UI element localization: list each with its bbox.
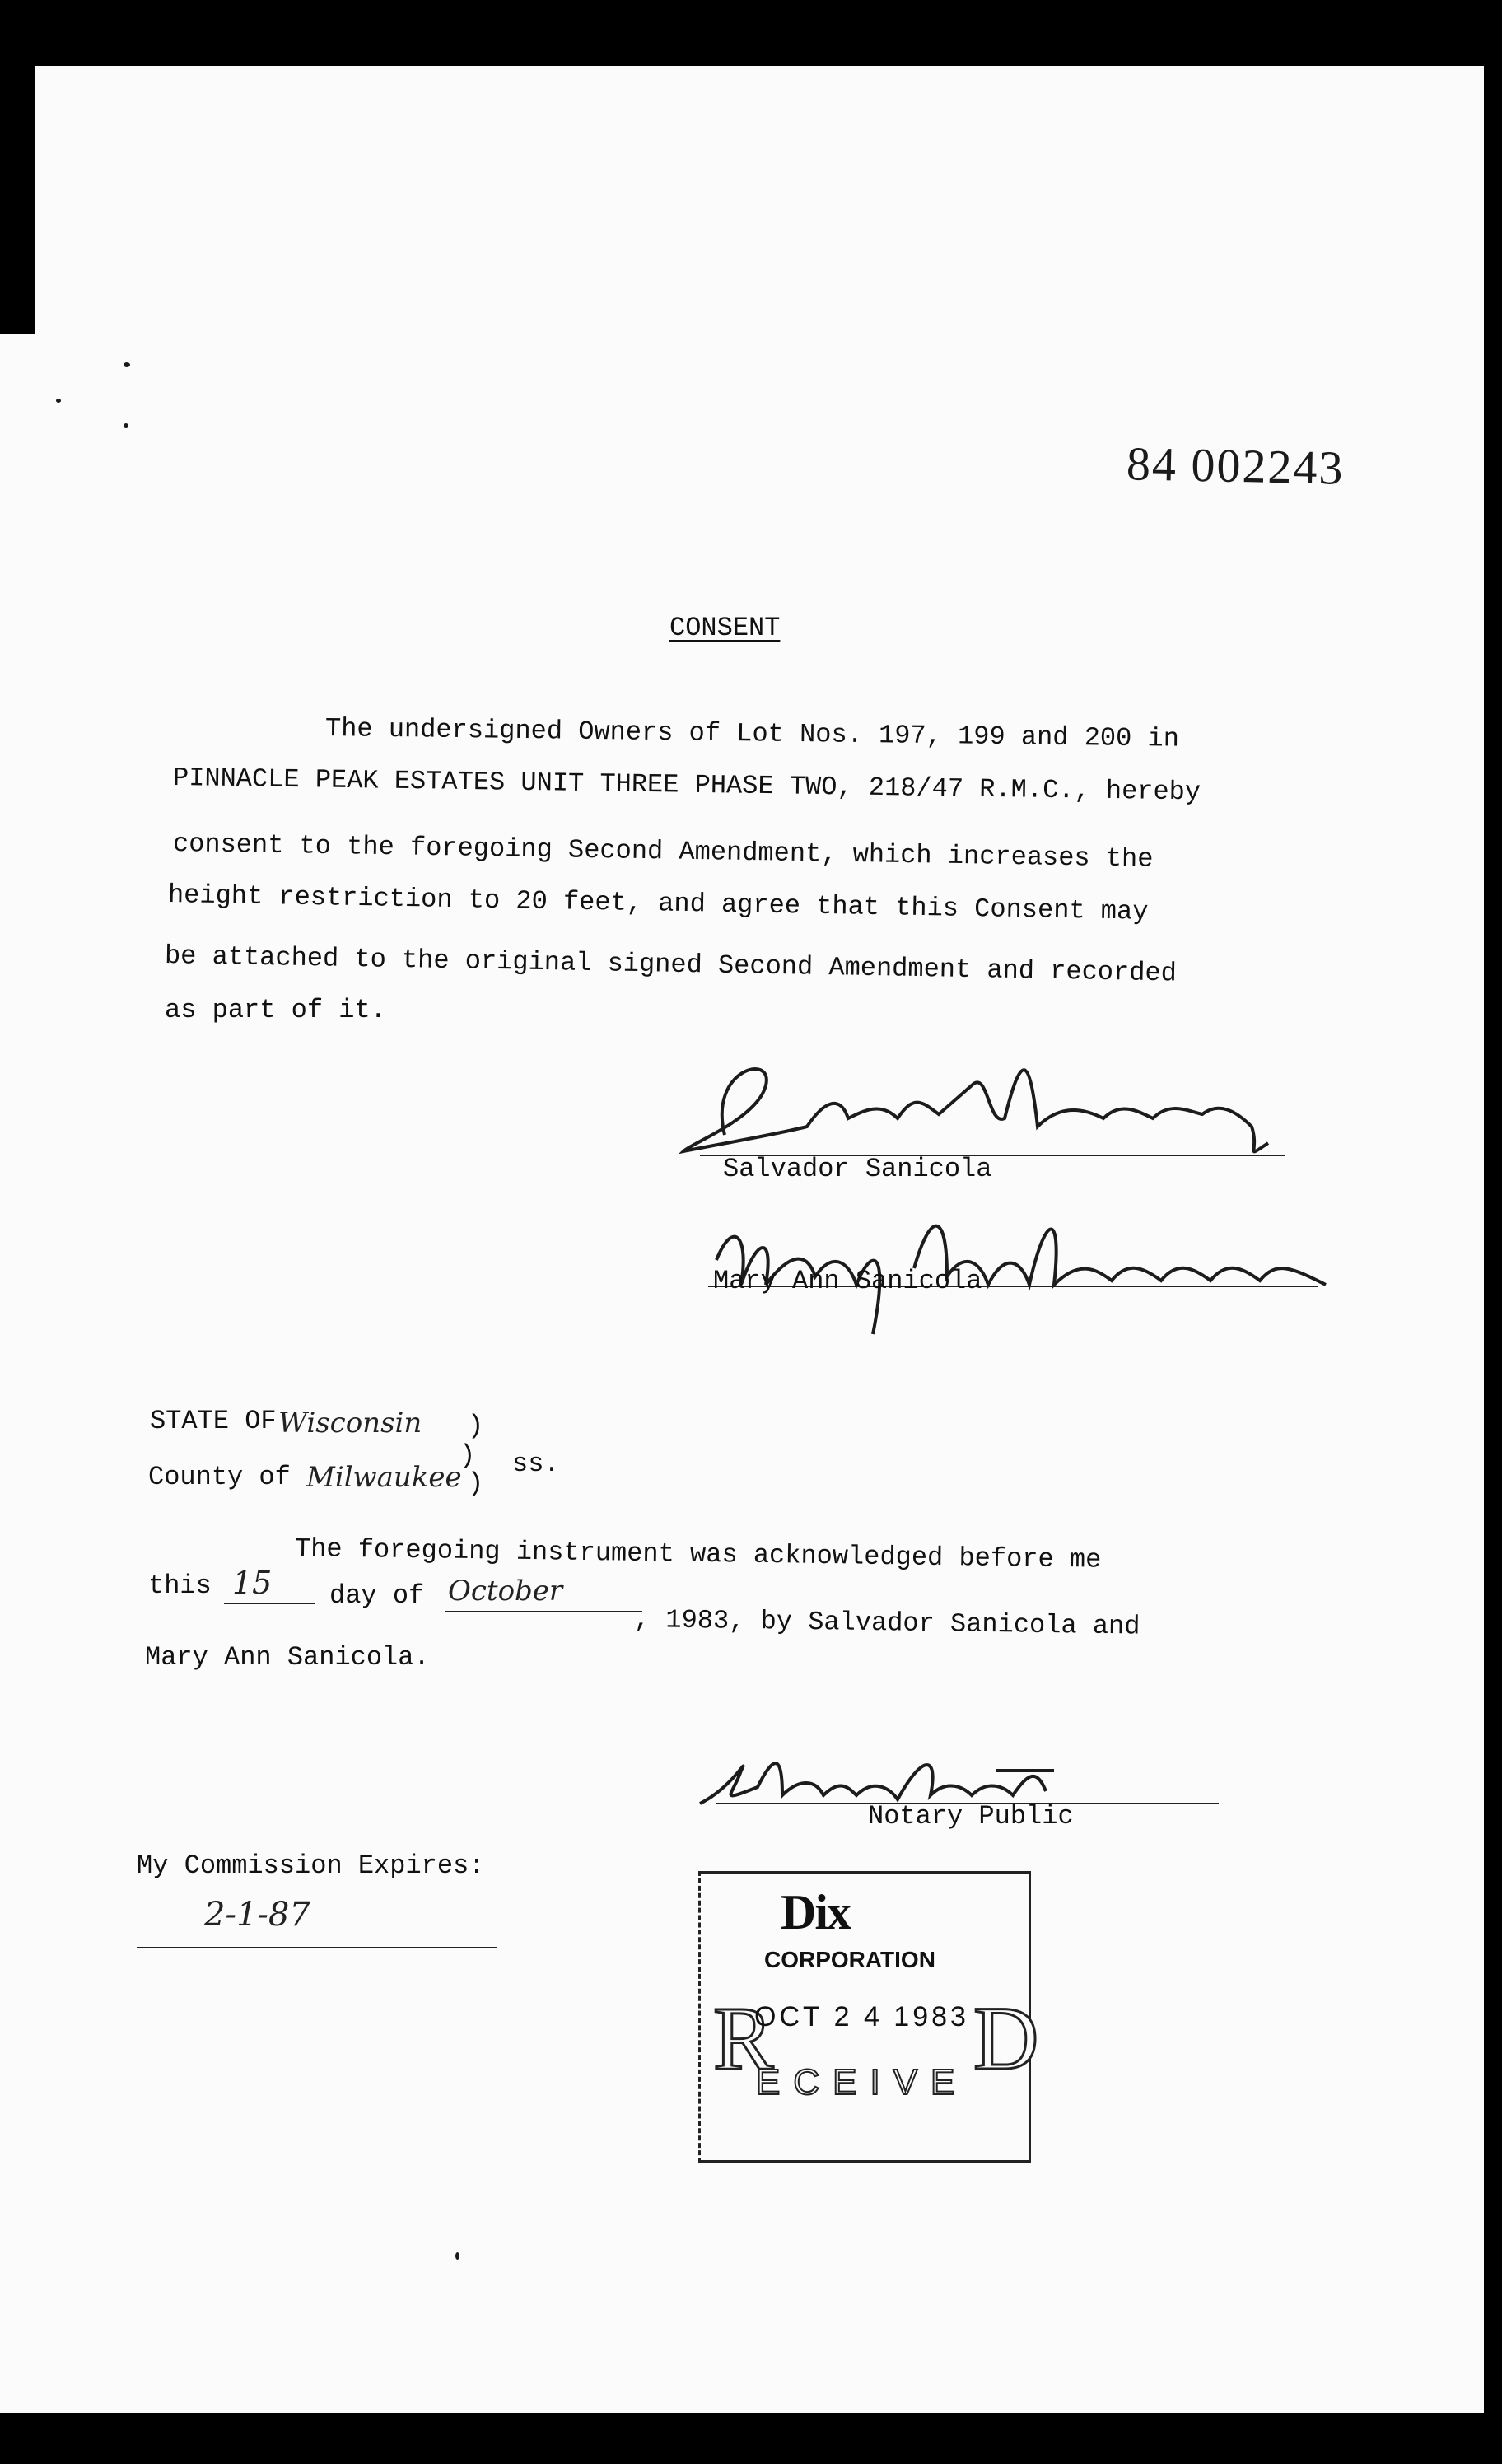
body-line: The undersigned Owners of Lot Nos. 197, 199 and 200 in (324, 713, 1180, 754)
scan-speck (124, 423, 128, 428)
county-paren: ) (459, 1440, 476, 1471)
ss-label: ss. (512, 1449, 560, 1479)
body-line: consent to the foregoing Second Amendment, which increases the (172, 828, 1154, 875)
page-margin-strip (0, 334, 35, 2413)
document-number: 84 002243 (1126, 436, 1346, 495)
day-underline (224, 1603, 315, 1604)
stamp-date: OCT 2 4 1983 (754, 2001, 969, 2032)
acknowledgment-year: , 1983, by Salvador Sanicola and (633, 1604, 1140, 1642)
state-label: STATE OF (150, 1406, 277, 1436)
body-line: be attached to the original signed Second Amendment and recorded (164, 940, 1178, 989)
scan-speck (56, 399, 61, 403)
body-line: PINNACLE PEAK ESTATES UNIT THREE PHASE TWO, 218/47 R.M.C., hereby (172, 763, 1201, 808)
state-handwritten: Wisconsin (278, 1407, 422, 1440)
day-handwritten: 15 (232, 1565, 273, 1601)
commission-label: My Commission Expires: (137, 1850, 485, 1881)
this-label: this (148, 1570, 212, 1601)
stamp-word-middle: ECEIVE (756, 2062, 968, 2102)
signer-name-salvador: Salvador Sanicola (723, 1154, 992, 1184)
document-title: CONSENT (669, 613, 781, 643)
county-label: County of (148, 1462, 291, 1492)
scan-speck (124, 362, 130, 367)
acknowledgment-line-1: The foregoing instrument was acknowledged before me (294, 1533, 1102, 1575)
month-underline (445, 1611, 642, 1612)
stamp-company: CORPORATION (764, 1947, 935, 1972)
received-stamp (698, 1871, 1039, 2163)
acknowledgment-line-3: Mary Ann Sanicola. (145, 1642, 430, 1673)
signer-name-mary-ann: Mary Ann Sanicola (713, 1266, 982, 1296)
stamp-letter-last: D (973, 1988, 1039, 2088)
county-paren-2: ) (468, 1468, 484, 1499)
commission-date-handwritten: 2-1-87 (204, 1896, 310, 1934)
county-handwritten: Milwaukee (306, 1461, 462, 1494)
stamp-logo: Dix (781, 1885, 850, 1939)
notary-title: Notary Public (868, 1801, 1074, 1832)
month-handwritten: October (448, 1575, 563, 1608)
state-paren: ) (468, 1411, 484, 1441)
day-of-label: day of (329, 1580, 425, 1611)
body-line: as part of it. (165, 995, 386, 1025)
commission-underline (137, 1947, 497, 1948)
scan-speck (455, 2252, 459, 2260)
stamp-letter-first: R (713, 1988, 774, 2088)
body-line: height restriction to 20 feet, and agree that this Consent may (167, 880, 1149, 927)
